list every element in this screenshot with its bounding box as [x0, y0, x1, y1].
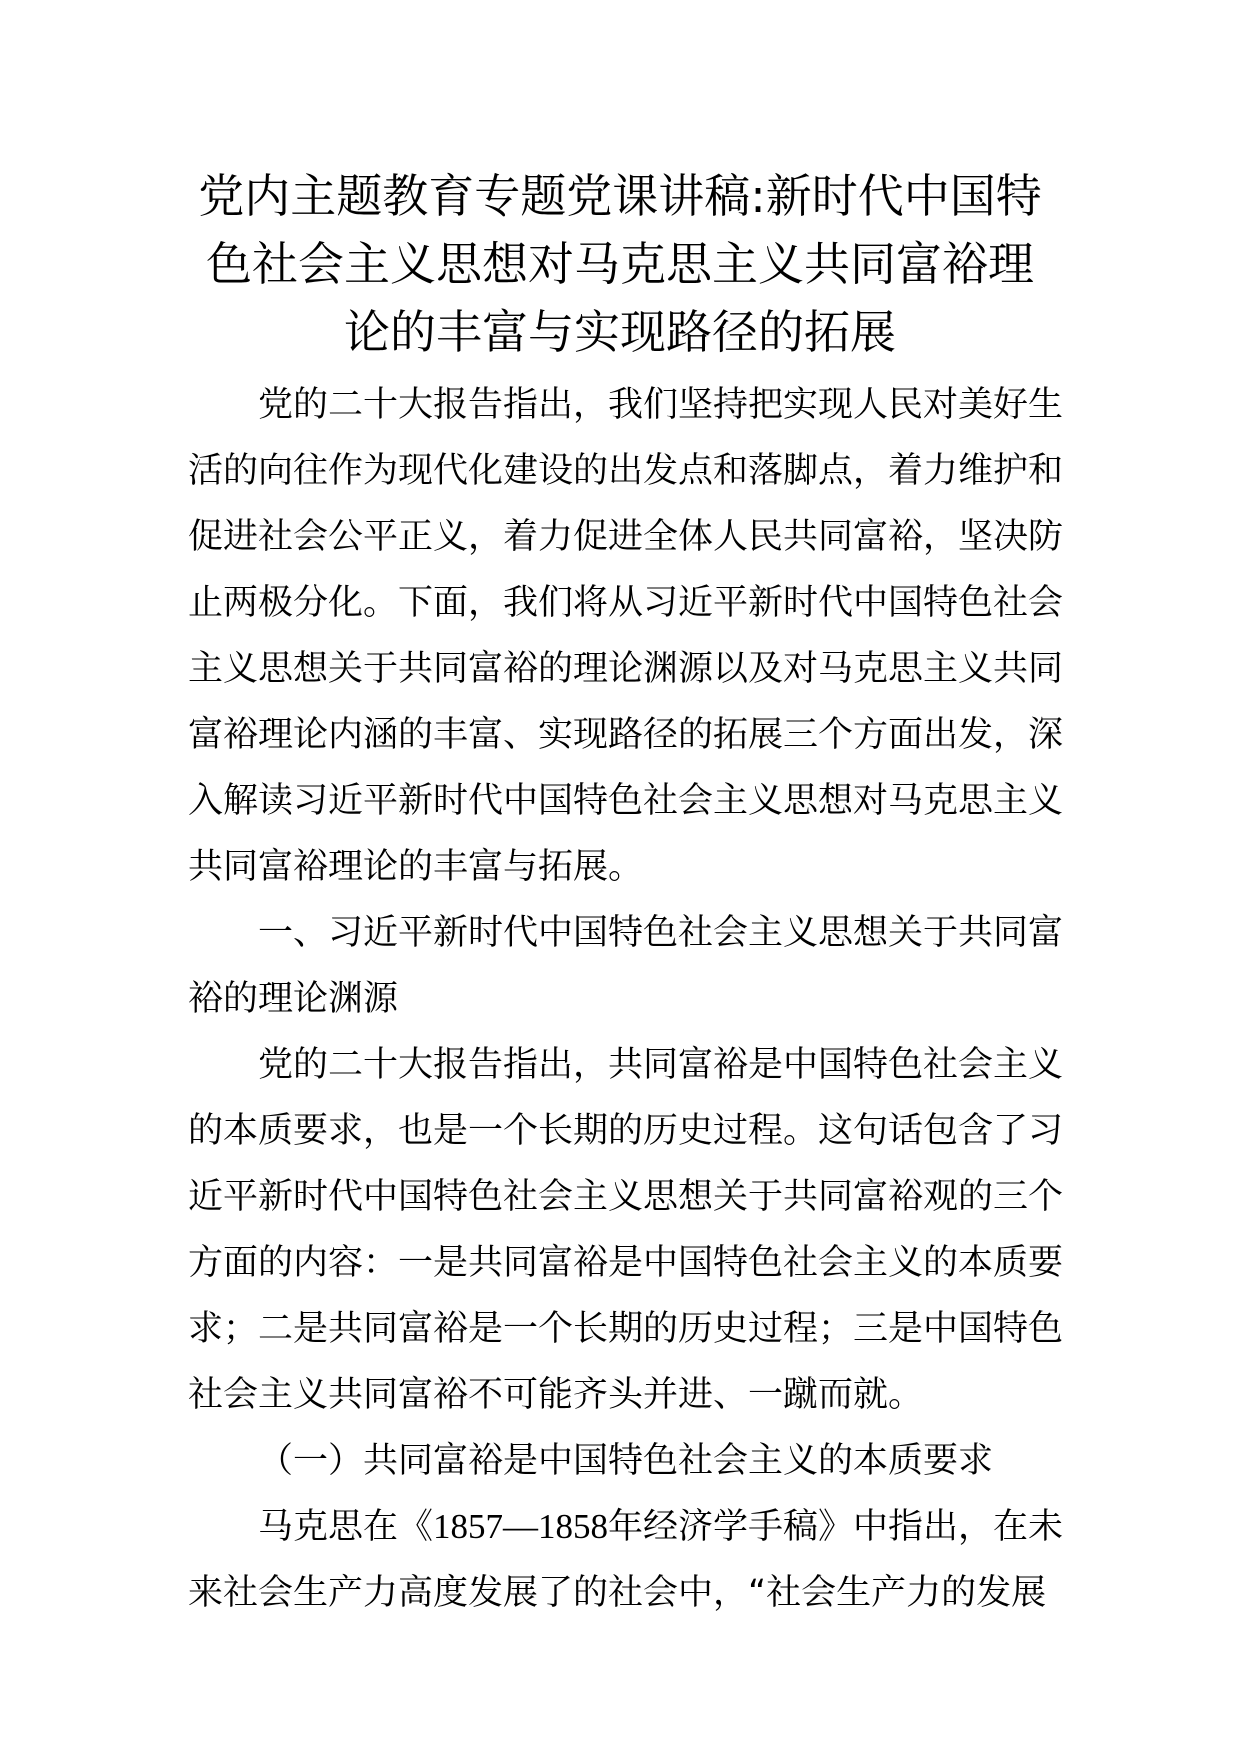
document-body: [188, 372, 1064, 1626]
text-line: 止两极分化。下面，我们将从习近平新时代中国特色社会: [188, 583, 1064, 623]
document-title: [180, 162, 1060, 366]
text-line: 入解读习近平新时代中国特色社会主义思想对马克思主义: [188, 781, 1064, 821]
text-line: 的本质要求，也是一个长期的历史过程。这句话包含了习: [188, 1111, 1064, 1151]
title-line: 党内主题教育专题党课讲稿:新时代中国特: [198, 169, 1042, 223]
text-line: 富裕理论内涵的丰富、实现路径的拓展三个方面出发，深: [188, 715, 1064, 755]
section-heading-1: [188, 900, 1064, 1032]
text-segment: 马克思在《: [258, 1507, 434, 1547]
text-line: [188, 1494, 1064, 1560]
text-line: 促进社会公平正义，着力促进全体人民共同富裕，坚决防: [188, 517, 1064, 557]
text-line: 党的二十大报告指出，我们坚持把实现人民对美好生: [258, 385, 1064, 425]
text-line: 求；二是共同富裕是一个长期的历史过程；三是中国特色: [188, 1309, 1064, 1349]
text-line: 方面的内容：一是共同富裕是中国特色社会主义的本质要: [188, 1243, 1064, 1283]
text-line: 近平新时代中国特色社会主义思想关于共同富裕观的三个: [188, 1177, 1064, 1217]
text-line: 党的二十大报告指出，共同富裕是中国特色社会主义: [258, 1045, 1064, 1085]
text-line: 来社会生产力高度发展了的社会中，“社会生产力的发展: [188, 1573, 1047, 1613]
paragraph-marx-quote: [188, 1494, 1064, 1626]
title-line: 论的丰富与实现路径的拓展: [344, 305, 896, 359]
year-range: 1857—1858: [433, 1507, 609, 1546]
subsection-heading-1: [188, 1428, 1058, 1494]
title-line: 色社会主义思想对马克思主义共同富裕理: [206, 237, 1034, 291]
text-line: 活的向往作为现代化建设的出发点和落脚点，着力维护和: [188, 451, 1064, 491]
subheading-line: （一）共同富裕是中国特色社会主义的本质要求: [258, 1441, 994, 1481]
text-line: 主义思想关于共同富裕的理论渊源以及对马克思主义共同: [188, 649, 1064, 689]
text-line: 社会主义共同富裕不可能齐头并进、一蹴而就。: [188, 1375, 924, 1415]
paragraph-intro: [188, 372, 1064, 900]
heading-line: 裕的理论渊源: [188, 979, 399, 1019]
text-segment: 年经济学手稿》中指出，在未: [608, 1507, 1064, 1547]
paragraph-theory-source: [188, 1032, 1064, 1428]
text-line: 共同富裕理论的丰富与拓展。: [188, 847, 644, 887]
heading-line: 一、习近平新时代中国特色社会主义思想关于共同富: [258, 913, 1064, 953]
